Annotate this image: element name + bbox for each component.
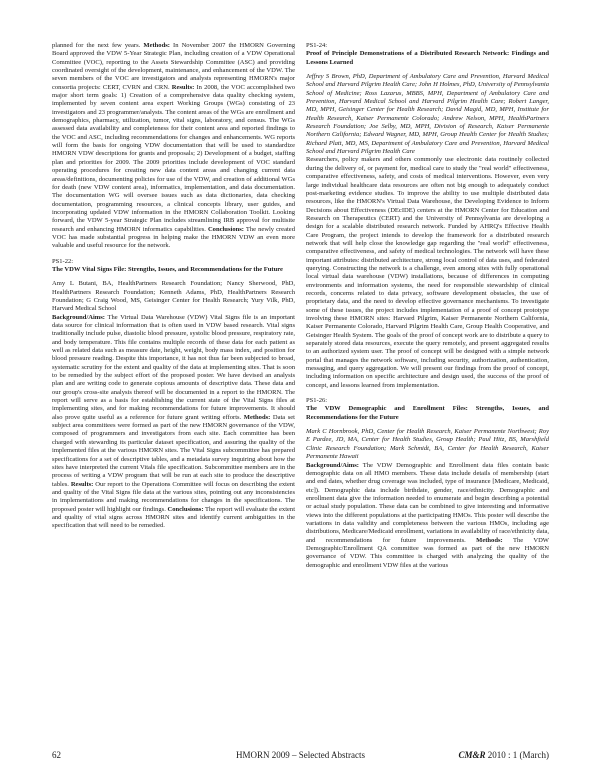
abstract-title-ps1-24: Proof of Principle Demonstrations of a Distributed Research Network: Findings and Lessons Learned [306,50,549,66]
running-footer-title: HMORN 2009 – Selected Abstracts [236,750,365,760]
abstract-authors-ps1-22: Amy L Butani, BA, HealthPartners Research Foundation; Nancy Sherwood, PhD, HealthPartners Research Foundation; Kenneth Adams, PhD, HealthPartners Research Foundation; G Craig Wood, MS, Geisinger Center for Health Research; Yury Vilk, PhD, Harvard Medical School [52,280,295,313]
abstract-authors-ps1-26: Mark C Hornbrook, PhD, Center for Health Research, Kaiser Permanente Northwest; Roy E Pardee, JD, MA, Center for Health Studies, Group Health; Paul Hitz, BS, Marshfield Clinic Research Foundation; Mark Schmidt, BA, Center for Health Research, Kaiser Permanente Hawaii [306,428,549,461]
abstract-body-ps1-24: Researchers, policy makers and others commonly use electronic data routinely collected during the delivery of, or payment for, medical care to study the "real world" effectiveness, comparative effectiveness, safety, and costs of medical interventions. However, even very large individual healthcare data resources are often not big enough to adequately conduct post-marketing evidence studies. To improve the ability to use multiple distributed data resources, like the HMORN's Virtual Data Warehouse, the Developing Evidence to Inform Decisions about Effectiveness (DEcIDE) centers at the HMORN Center for Education and Research on Therapeutics (CERT) and the University of Pennsylvania are developing a design for a scalable distributed research network. Funded by AHRQ's Effective Health Care Program, the project intends to develop the framework for a distributed research network that will help close the knowledge gap regarding the "real world" effectiveness, comparative effectiveness, and safety of medical technologies. The network will have these important attributes: distributed architecture, strong local control of data uses, and federated querying. Constructing the network is a challenge, even among sites with fully operational local virtual data warehouse (VDW) installations, because of differences in computing environments and information systems, the need for responsible stewardship of clinical records, concerns related to data privacy, software development obstacles, the use of proprietary data, and the need to develop effective governance mechanisms. To investigate some of these issues, the project includes implementation of a proof of concept prototype involving these HMORN sites: Harvard Pilgrim, Kaiser Permanente Northern California, Kaiser Permanente Colorado, Harvard Pilgrim Health Care, Group Health Cooperative, and Geisinger Health System. The goals of the proof of concept work are to distribute a query to separately stored data resources, execute the query remotely, and present aggregated results to an authorized system user. The proof of concept will be designed with a simple network portal that manages the network software, including security, authorization, authentication, messaging, and query aggregation. We will present our findings from the proof of concept, including information on specific architecture and design used, the success of the proof of concept, and lessons learned from implementation. [306,156,549,389]
left-column [52,42,295,531]
abstract-title-ps1-26: The VDW Demographic and Enrollment Files: Strengths, Issues, and Recommendations for the Future [306,405,549,421]
abstract-authors-ps1-24: Jeffrey S Brown, PhD, Department of Ambulatory Care and Prevention, Harvard Medical School and Harvard Pilgrim Health Care; John H Holmes, PhD, University of Pennsylvania School of Medicine; Ross Lazarus, MBBS, MPH, Department of Ambulatory Care and Prevention, Harvard Medical School and Harvard Pilgrim Health Care; Robert Langer, MD, MPH, Geisinger Center for Health Research; David Magid, MD, MPH, Institute for Health Research, Kaiser Permanente Colorado; Andrew Nelson, MPH, HealthPartners Research Foundation; Joe Selby, MD, MPH, Division of Research, Kaiser Permanente Northern California; Edward Wagner, MD, MPH, Group Health Center for Health Studies; Richard Platt, MD, MS, Department of Ambulatory Care and Prevention, Harvard Medical School and Harvard Pilgrim Health Care [306,73,549,156]
abstract-body-ps1-26: Background/Aims: The VDW Demographic and Enrollment data files contain basic demographic data on all HMO members. These data include details of membership (start and end dates, whether drug coverage was included, type of insurance [Medicare, Medicaid, etc]). Demographic data include birthdate, gender, race/ethnicity. Demographic and enrollment data give the information needed to enumerate and begin describing a potential or actual study population. These data can be combined to give interesting and informative views into the different populations at the participating HMOs. This poster will describe the variations in data validity and completeness between the various HMOs, including age distributions, Medicare/Medicaid enrollment, variations in availability of race/ethnicity data, and recommendations for future improvements. Methods: The VDW Demographic/Enrollment QA committee was formed as part of the new HMORN governance of VDW. This committee is charged with analyzing the quality of the demographic and enrollment VDW files at the various [306,461,549,569]
right-column [306,42,549,570]
abstract-title-ps1-22: The VDW Vital Signs File: Strengths, Issues, and Recommendations for the Future [52,265,283,273]
abstract-body-ps1-22: Background/Aims: The Virtual Data Warehouse (VDW) Vital Signs file is an important data source for clinical information that is often used in VDW based research. Vital signs traditionally include pulse, diastolic blood pressure, systolic blood pressure, respiratory rate, and body temperature. This file contains multiple records of these data for each patient as well as related data such as measure date, height, weight, body mass index, and position for blood pressure reading. Despite this importance, it has not thus far been subjected to broad, systematic scrutiny for the extent and quality of the data at implementing sites. That is soon to be remedied by the subject effort of the proposed poster. We have devised an analysis plan and are writing code to generate copious amounts of descriptive data. These data and our group's cross-site analysis thereof will be documented in a report to the HMORN. The report will serve as a basis for establishing the current state of the Vital Signs files at implementing sites, and for making recommendations for future improvements. It should also prove quite useful as a reference for future grant writing efforts. Methods: Data set subject area committees were formed as part of the new HMORN governance of the VDW, composed of programmers and investigators from each site. Each committee has been charged with stewarding its particular dataset specification, and assuring the quality of the implemented files at the various HMORN sites. The Vital Signs subcommittee has prepared specifications for a set of descriptive tables, and a metadata survey inquiring about how the sites have interpreted the current Vitals file specification. Subcommittee members are in the process of writing a VDW program that will be run at each site to produce the descriptive tables. Results: Our report to the Operations Committee will focus on describing the extent and quality of the Vital Signs file data at the various sites, pointing out any inconsistencies in implementations and making recommendations for changes in the specifications. The proposed poster will highlight our findings. Conclusions: The report will evaluate the extent and quality of vital signs across HMORN sites and identify current ambiguities in the specification that will need to be remedied. [52,313,296,530]
journal-citation [459,749,550,761]
journal-issue: 2010 : 1 (March) [487,750,549,760]
page-footer [52,749,549,761]
abstract-code-ps1-22: PS1-22: [52,257,74,265]
journal-abbreviation: CM&R [458,750,486,760]
page-number: 62 [52,750,61,760]
abstract-continuation: planned for the next few years. Methods: In November 2007 the HMORN Governing Board approved the VDW 5-Year Strategic Plan, including creation of a VDW Operational Committee (VOC), reporting to the Assets Stewardship Committee (ASC) and providing coordinated oversight of the development, maintenance, and enhancement of the VDW. The seven members of the VOC are investigators and analysts representing HMORN's major consortia projects: CERT, CVRN and CRN. Results: In 2008, the VOC accomplished two major short term goals: 1) Creation of a comprehensive data quality checking system, implemented by seven content area expert Working Groups (WGs) consisting of 23 investigators and 23 programmer/analysts. The content areas of the WGs are enrollment and demographics, pharmacy, utilization, tumor, vital signs, laboratory, and census. The WGs assessed data availability and completeness for their content area and reported findings to the VOC and ASC, including recommendations for changes and enhancements. WG reports will form the basis for ongoing VDW documentation that will be used to standardize HMORN VDW descriptions for grants and proposals; 2) Development of a budget, staffing plan and priorities for 2009. The 2009 priorities include development of VOC standard operating procedures for creating new data content areas and changing current data areas/definitions, documenting policies for use of the VDW, and creation of additional WGs for death (new VDW content area), informatics, implementation, and data documentation. The documentation WG will oversee issues such as data dictionaries, data checking documentation, programming resources, a clinical concepts library, user guides, and incorporating updated VDW information in the HMORN Collaboration Toolkit. Looking forward, the VDW 5-year Strategic Plan includes streamlining IRB approval for multisite research and enhancing HMORN informatics capabilities. Conclusions: The newly created VOC has made substantial progress in helping make the HMORN VDW an even more valuable and useful resource for the network. [52,42,295,250]
abstract-code-ps1-24: PS1-24: [306,42,328,49]
abstract-code-ps1-26: PS1-26: [306,397,328,405]
